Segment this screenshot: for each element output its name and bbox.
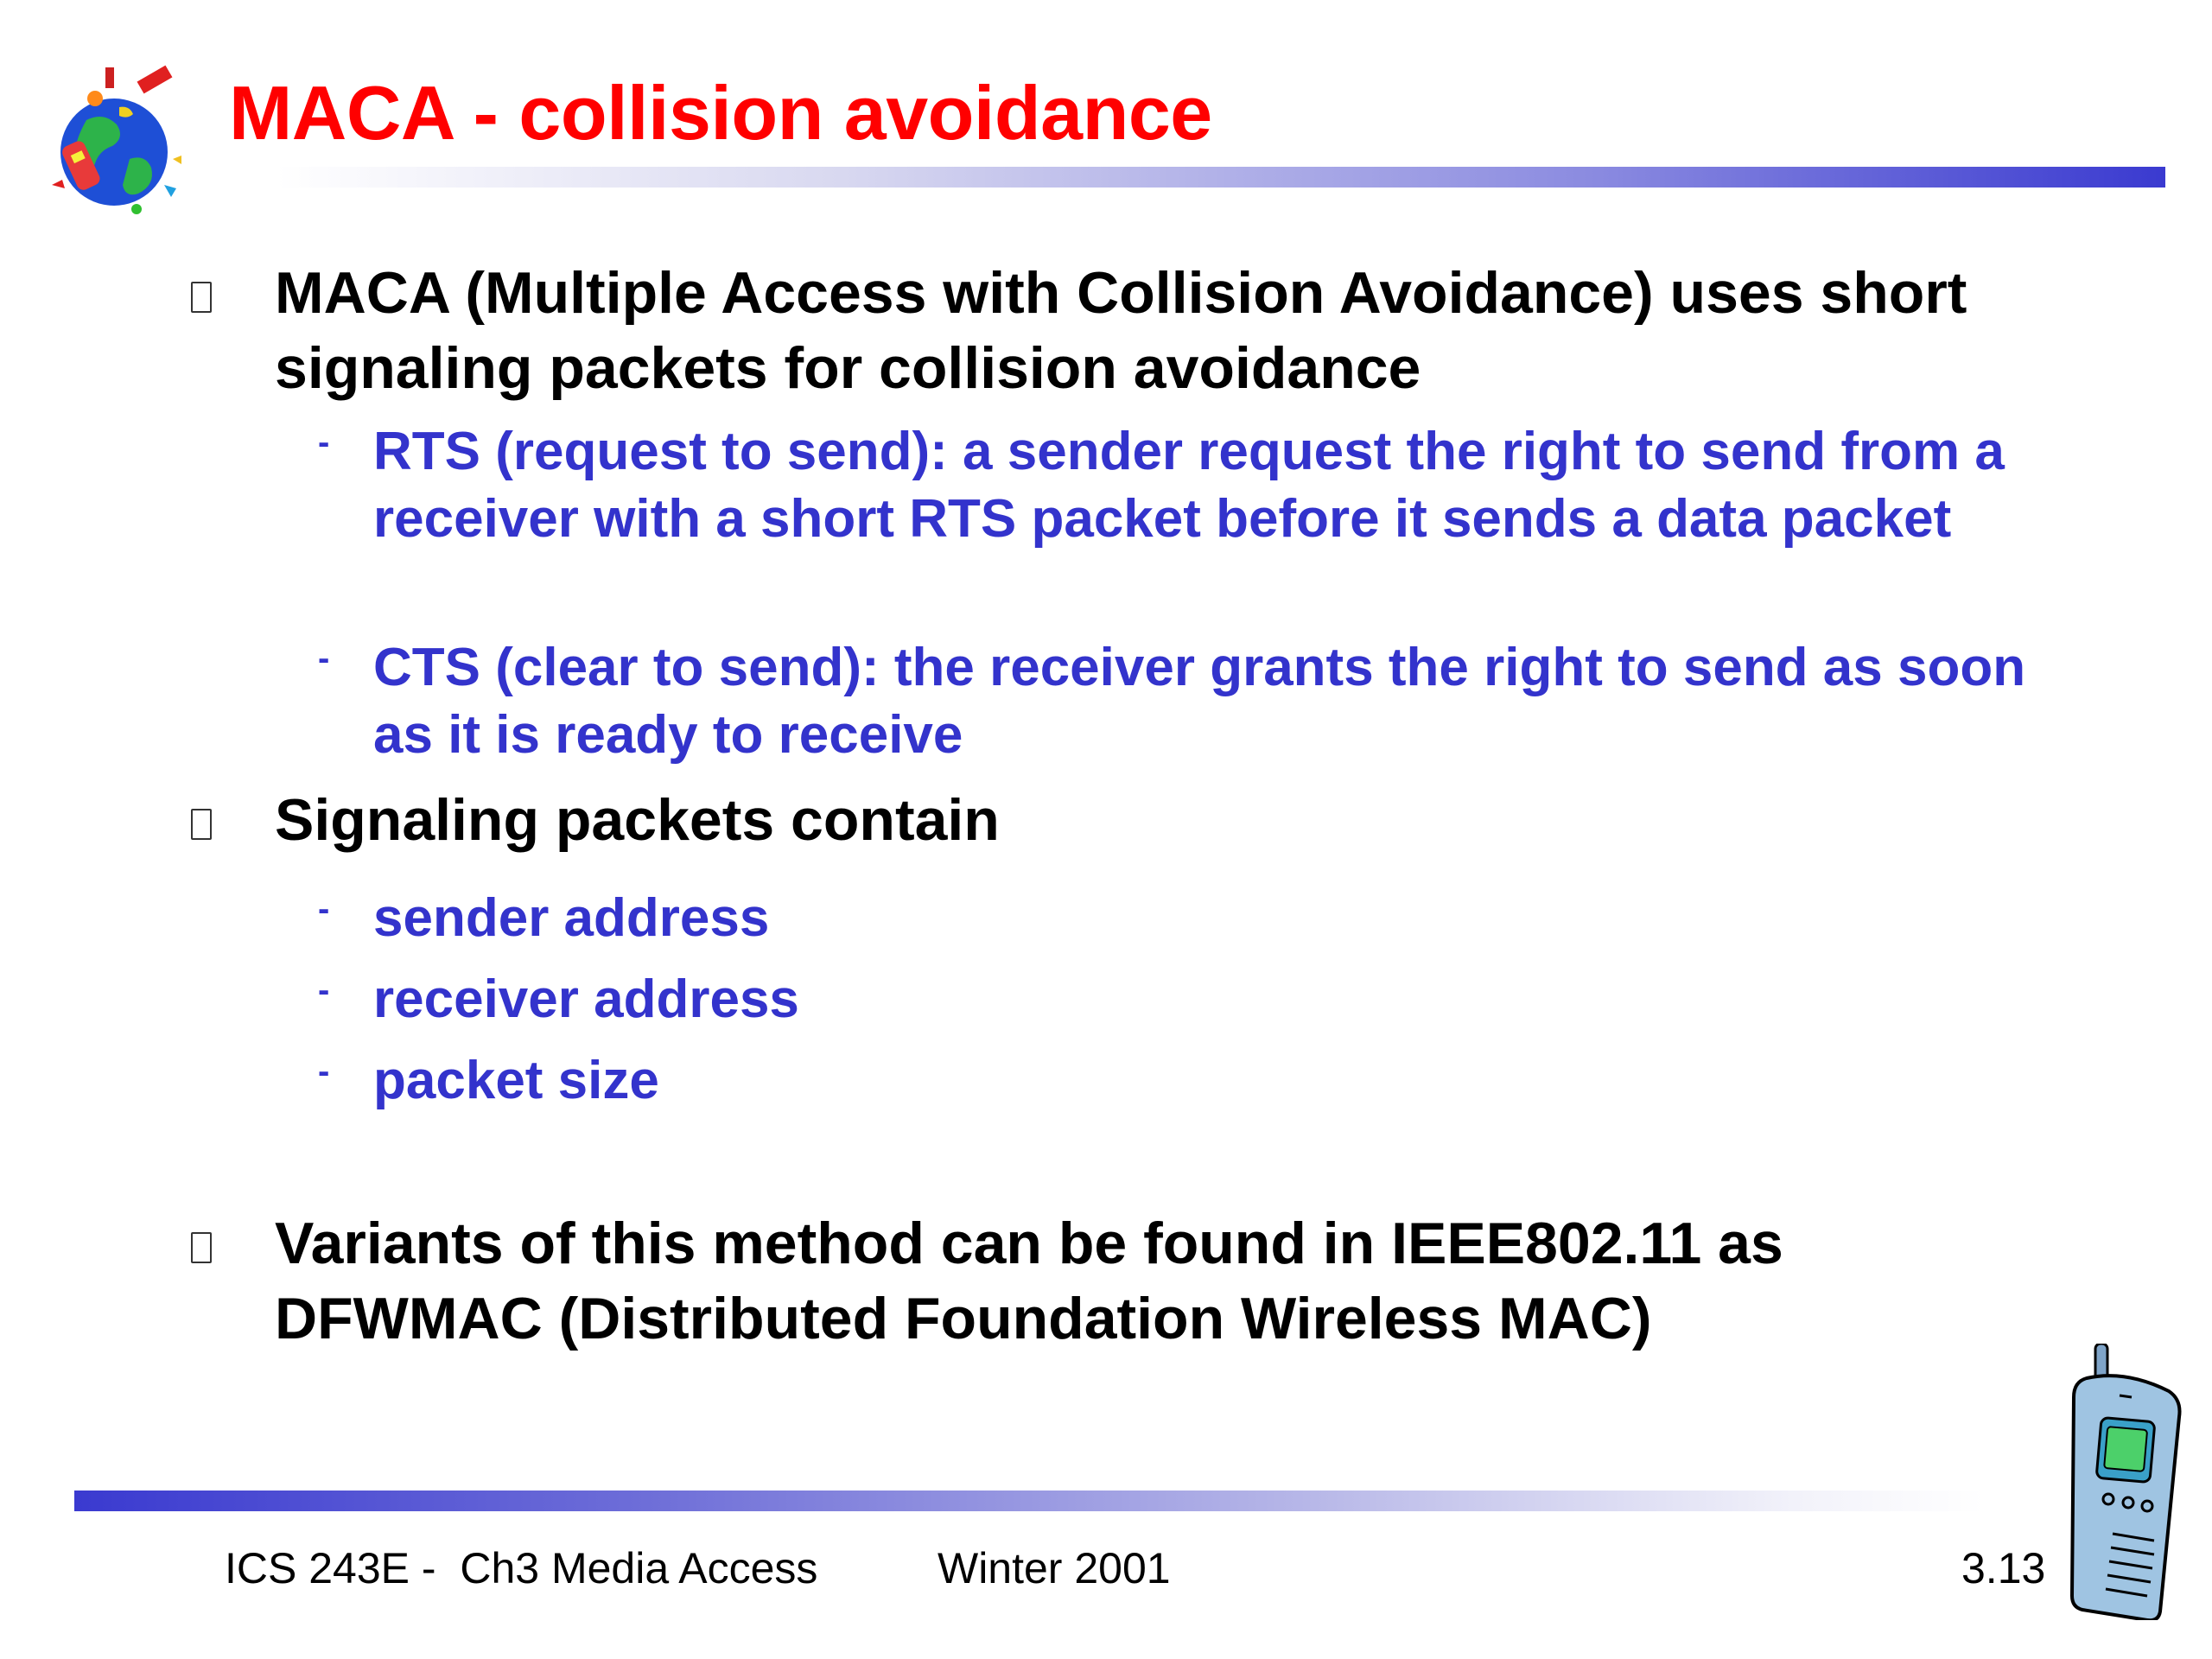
bullet-2-subitem-1: sender address (373, 888, 770, 948)
dash-marker: - (318, 1052, 330, 1090)
bullet-2-text: Signaling packets contain (275, 787, 1000, 853)
dash-marker: - (318, 423, 330, 461)
footer-course: ICS 243E - Ch3 Media Access (225, 1544, 818, 1592)
footer-term: Winter 2001 (938, 1544, 1171, 1592)
dash-marker: - (318, 639, 330, 677)
bullet-marker-icon (191, 282, 212, 313)
bullet-2-subitem-3: packet size (373, 1051, 659, 1110)
slide-title: MACA - collision avoidance (229, 70, 1212, 156)
footer-rule (74, 1491, 1984, 1511)
bullet-marker-icon (191, 1232, 212, 1263)
dash-marker: - (318, 971, 330, 1009)
dash-marker: - (318, 890, 330, 928)
mobile-phone-clipart-icon (2069, 1344, 2186, 1620)
title-underline (276, 167, 2165, 188)
slide-number: 3.13 (1961, 1544, 2046, 1592)
bullet-1-subitem-2: CTS (clear to send): the receiver grants the right to send as soon as it is ready to receive (373, 638, 2026, 765)
bullet-2-subitem-2: receiver address (373, 969, 799, 1029)
bullet-1-text: MACA (Multiple Access with Collision Avoidance) uses short signaling packets for collision avoidance (275, 260, 1967, 401)
bullet-1-subitem-1: RTS (request to send): a sender request the right to send from a receiver with a short RTS packet before it sends a data packet (373, 422, 2005, 549)
globe-clipart-icon (35, 55, 190, 228)
bullet-3-text: Variants of this method can be found in IEEE802.11 as DFWMAC (Distributed Foundation Wireless MAC) (275, 1211, 1783, 1351)
bullet-marker-icon (191, 809, 212, 840)
